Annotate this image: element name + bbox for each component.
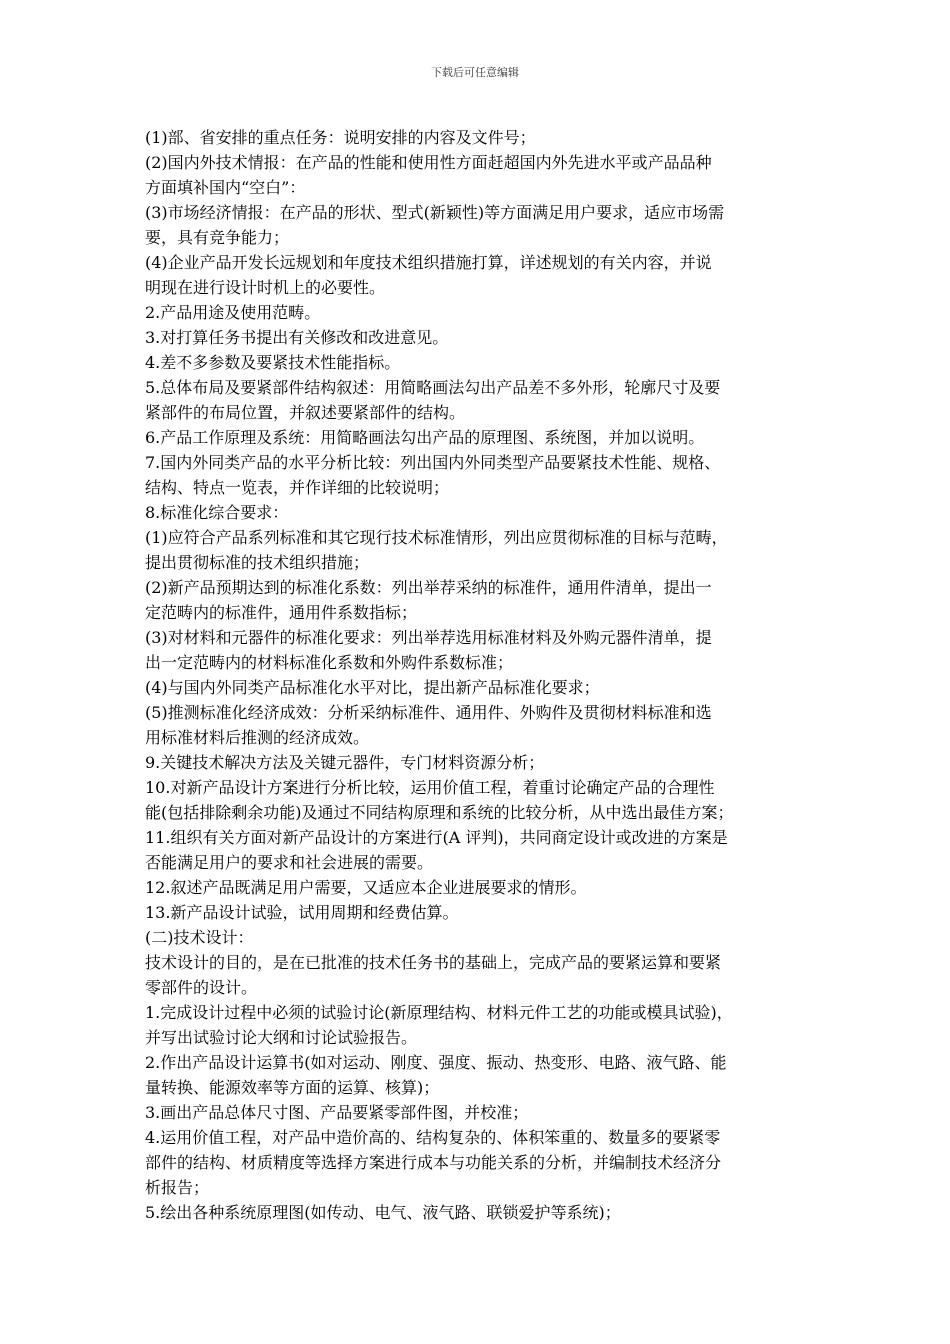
text-line: (5)推测标准化经济成效：分析采纳标准件、通用件、外购件及贯彻材料标准和选 [145,703,712,722]
text-line: 部件的结构、材质精度等选择方案进行成本与功能关系的分析，并编制技术经济分 [145,1153,722,1172]
text-line: 1.完成设计过程中必须的试验讨论(新原理结构、材料元件工艺的功能或模具试验)， [145,1003,733,1022]
text-line: 8.标准化综合要求： [145,503,289,522]
text-line: 明现在进行设计时机上的必要性。 [145,278,386,297]
text-line: 5.总体布局及要紧部件结构叙述：用简略画法勾出产品差不多外形，轮廓尺寸及要 [145,378,721,397]
text-line: (3)市场经济情报：在产品的形状、型式(新颖性)等方面满足用户要求，适应市场需 [145,203,725,222]
text-line: (3)对材料和元器件的标准化要求：列出举荐选用标准材料及外购元器件清单，提 [145,628,712,647]
text-line: 4.运用价值工程，对产品中造价高的、结构复杂的、体积笨重的、数量多的要紧零 [145,1128,721,1147]
text-line: 并写出试验讨论大纲和讨论试验报告。 [145,1028,418,1047]
text-line: 3.画出产品总体尺寸图、产品要紧零部件图，并校准； [145,1103,529,1122]
text-line: 5.绘出各种系统原理图(如传动、电气、液气路、联锁爱护等系统)； [145,1203,621,1222]
text-line: 提出贯彻标准的技术组织措施； [145,553,370,572]
text-line: 13.新产品设计试验，试用周期和经费估算。 [145,903,459,922]
text-line: 能(包括排除剩余功能)及通过不同结构原理和系统的比较分析，从中选出最佳方案； [145,803,734,822]
text-line: (二)技术设计： [145,928,254,947]
text-line: (2)新产品预期达到的标准化系数：列出举荐采纳的标准件，通用件清单，提出一 [145,578,712,597]
text-line: 技术设计的目的，是在已批准的技术任务书的基础上，完成产品的要紧运算和要紧 [145,953,722,972]
text-line: (1)应符合产品系列标准和其它现行技术标准情形，列出应贯彻标准的目标与范畴， [145,528,728,547]
text-line: (2)国内外技术情报：在产品的性能和使用性方面赶超国内外先进水平或产品品种 [145,153,712,172]
text-line: 量转换、能源效率等方面的运算、核算)； [145,1078,440,1097]
text-line: (4)企业产品开发长远规划和年度技术组织措施打算，详述规划的有关内容，并说 [145,253,712,272]
text-line: 结构、特点一览表，并作详细的比较说明； [145,478,450,497]
text-line: 出一定范畴内的材料标准化系数和外购件系数标准； [145,653,514,672]
text-line: 6.产品工作原理及系统：用简略画法勾出产品的原理图、系统图，并加以说明。 [145,428,705,447]
text-line: 12.叙述产品既满足用户需要，又适应本企业进展要求的情形。 [145,878,587,897]
text-line: 紧部件的布局位置，并叙述要紧部件的结构。 [145,403,466,422]
text-line: 析报告； [145,1178,210,1197]
text-line: (4)与国内外同类产品标准化水平对比，提出新产品标准化要求； [145,678,600,697]
text-line: 4.差不多参数及要紧技术性能指标。 [145,353,401,372]
text-line: 2.产品用途及使用范畴。 [145,303,321,322]
text-line: 9.关键技术解决方法及关键元器件，专门材料资源分析； [145,753,545,772]
text-line: 2.作出产品设计运算书(如对运动、刚度、强度、振动、热变形、电路、液气路、能 [145,1053,727,1072]
text-line: 7.国内外同类产品的水平分析比较：列出国内外同类型产品要紧技术性能、规格、 [145,453,721,472]
text-line: 11.组织有关方面对新产品设计的方案进行(A 评判)，共同商定设计或改进的方案是 [145,828,728,847]
text-line: 要，具有竞争能力； [145,228,290,247]
page-header: 下载后可任意编辑 [431,66,519,79]
text-line: 定范畴内的标准件，通用件系数指标； [145,603,418,622]
text-line: 方面填补国内“空白”： [145,178,306,197]
text-line: (1)部、省安排的重点任务：说明安排的内容及文件号； [145,128,536,147]
document-body [145,125,810,1225]
text-line: 零部件的设计。 [145,978,258,997]
text-line: 用标准材料后推测的经济成效。 [145,728,370,747]
text-line: 否能满足用户的要求和社会进展的需要。 [145,853,434,872]
text-line: 10.对新产品设计方案进行分析比较，运用价值工程，着重讨论确定产品的合理性 [145,778,715,797]
text-line: 3.对打算任务书提出有关修改和改进意见。 [145,328,449,347]
